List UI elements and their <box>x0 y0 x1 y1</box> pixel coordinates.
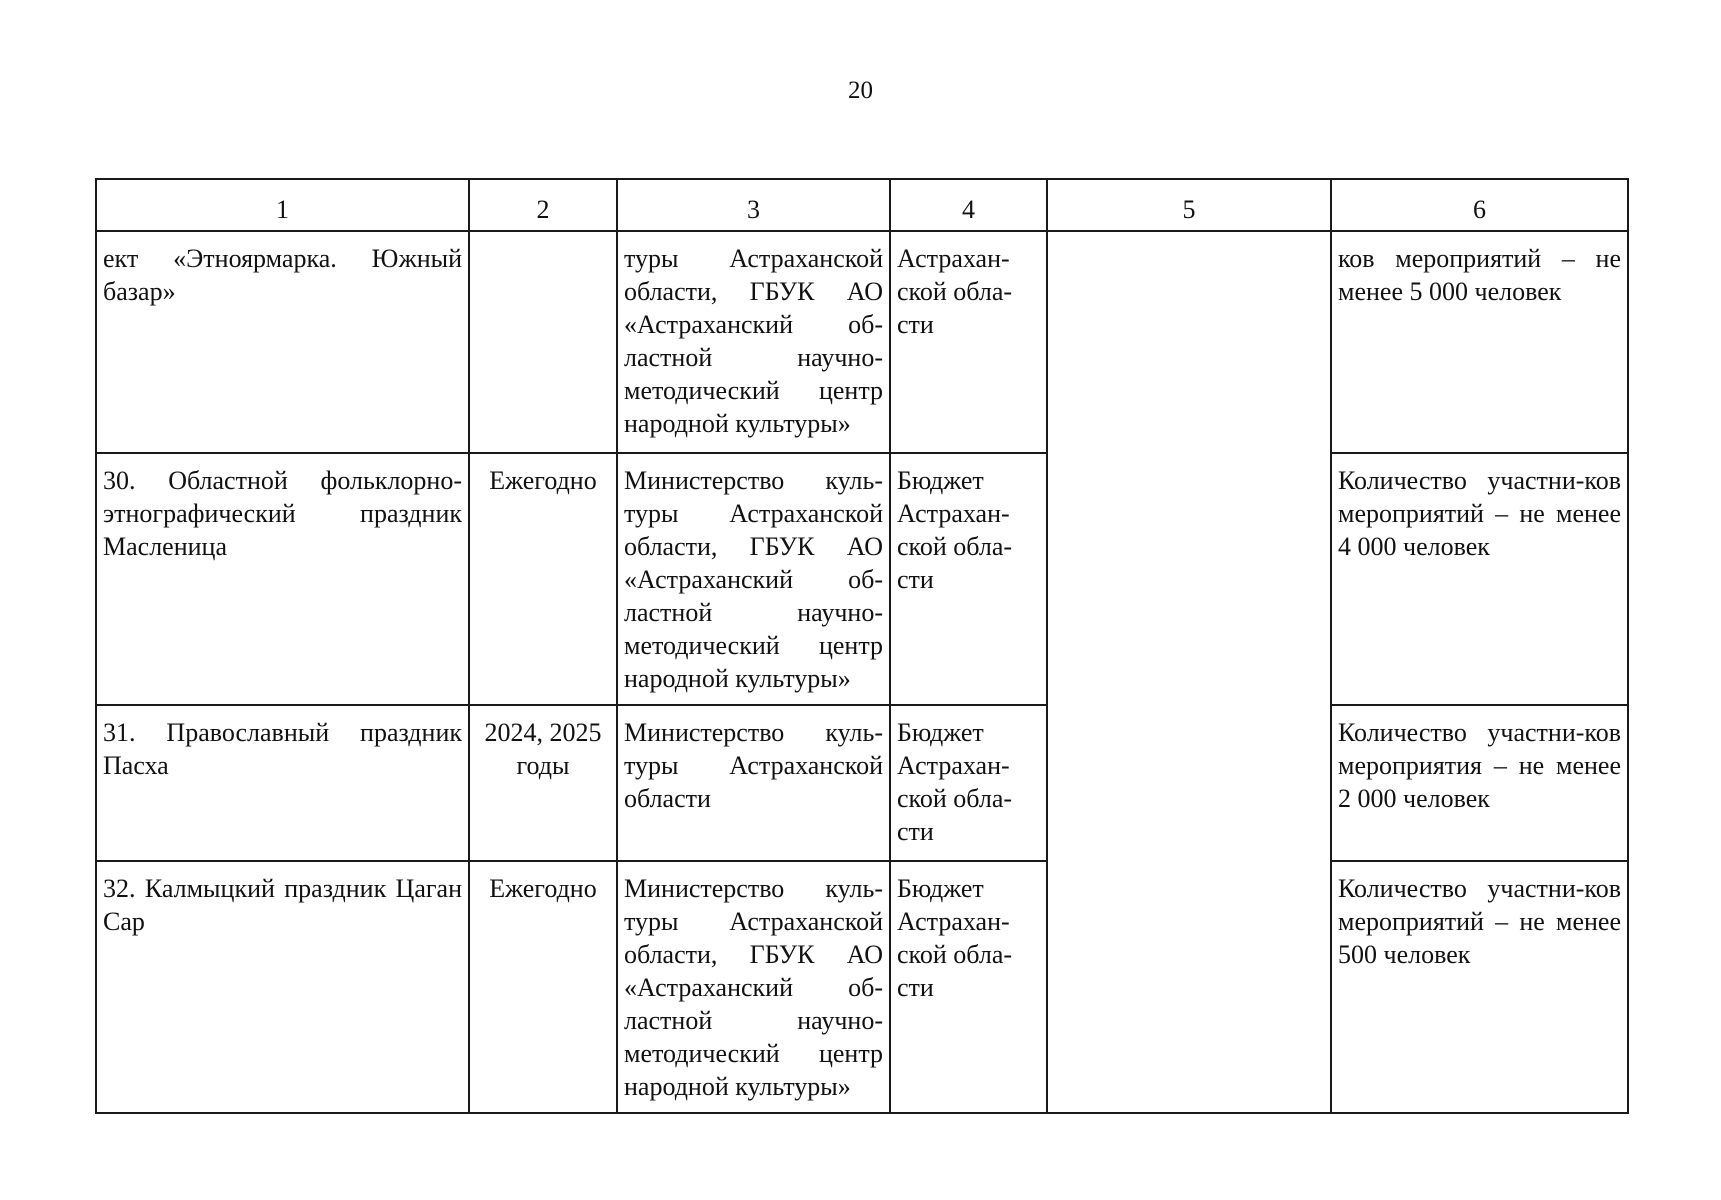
responsible-cell: Министерство куль-туры Астраханской области <box>617 705 890 861</box>
indicator-cell: Количество участни-ков мероприятий – не менее 500 человек <box>1331 861 1628 1113</box>
table-row <box>96 861 1628 1113</box>
table-row <box>96 705 1628 861</box>
event-name-cell: 32. Калмыцкий праздник Цаган Сар <box>96 861 469 1113</box>
funding-source-cell: Бюджет Астрахан-ской обла-сти <box>890 453 1047 705</box>
responsible-cell: Министерство куль-туры Астраханской области, ГБУК АО «Астраханский об-ластной научно-методический центр народной культуры» <box>617 861 890 1113</box>
period-cell: 2024, 2025 годы <box>469 705 617 861</box>
responsible-cell: туры Астраханской области, ГБУК АО «Астраханский об-ластной научно-методический центр народной культуры» <box>617 231 890 453</box>
indicator-cell: ков мероприятий – не менее 5 000 человек <box>1331 231 1628 453</box>
column-header-1: 1 <box>96 179 469 231</box>
event-name-cell: 31. Православный праздник Пасха <box>96 705 469 861</box>
event-name-cell: ект «Этноярмарка. Южный базар» <box>96 231 469 453</box>
funding-source-cell: Астрахан-ской обла-сти <box>890 231 1047 453</box>
indicator-cell: Количество участни-ков мероприятия – не менее 2 000 человек <box>1331 705 1628 861</box>
funding-source-cell: Бюджет Астрахан-ской обла-сти <box>890 705 1047 861</box>
indicator-cell: Количество участни-ков мероприятий – не менее 4 000 человек <box>1331 453 1628 705</box>
period-cell: Ежегодно <box>469 453 617 705</box>
responsible-cell: Министерство куль-туры Астраханской области, ГБУК АО «Астраханский об-ластной научно-методический центр народной культуры» <box>617 453 890 705</box>
table-row <box>96 453 1628 705</box>
events-table <box>95 178 1629 1114</box>
page-number: 20 <box>848 77 873 104</box>
funding-source-cell: Бюджет Астрахан-ской обла-сти <box>890 861 1047 1113</box>
table-row <box>96 231 1628 453</box>
column-header-3: 3 <box>617 179 890 231</box>
merged-column-5-cell <box>1047 231 1331 1113</box>
column-header-2: 2 <box>469 179 617 231</box>
event-name-cell: 30. Областной фольклорно-этнографический праздник Масленица <box>96 453 469 705</box>
column-header-6: 6 <box>1331 179 1628 231</box>
table-header-row <box>96 179 1628 231</box>
column-header-4: 4 <box>890 179 1047 231</box>
period-cell <box>469 231 617 453</box>
column-header-5: 5 <box>1047 179 1331 231</box>
period-cell: Ежегодно <box>469 861 617 1113</box>
